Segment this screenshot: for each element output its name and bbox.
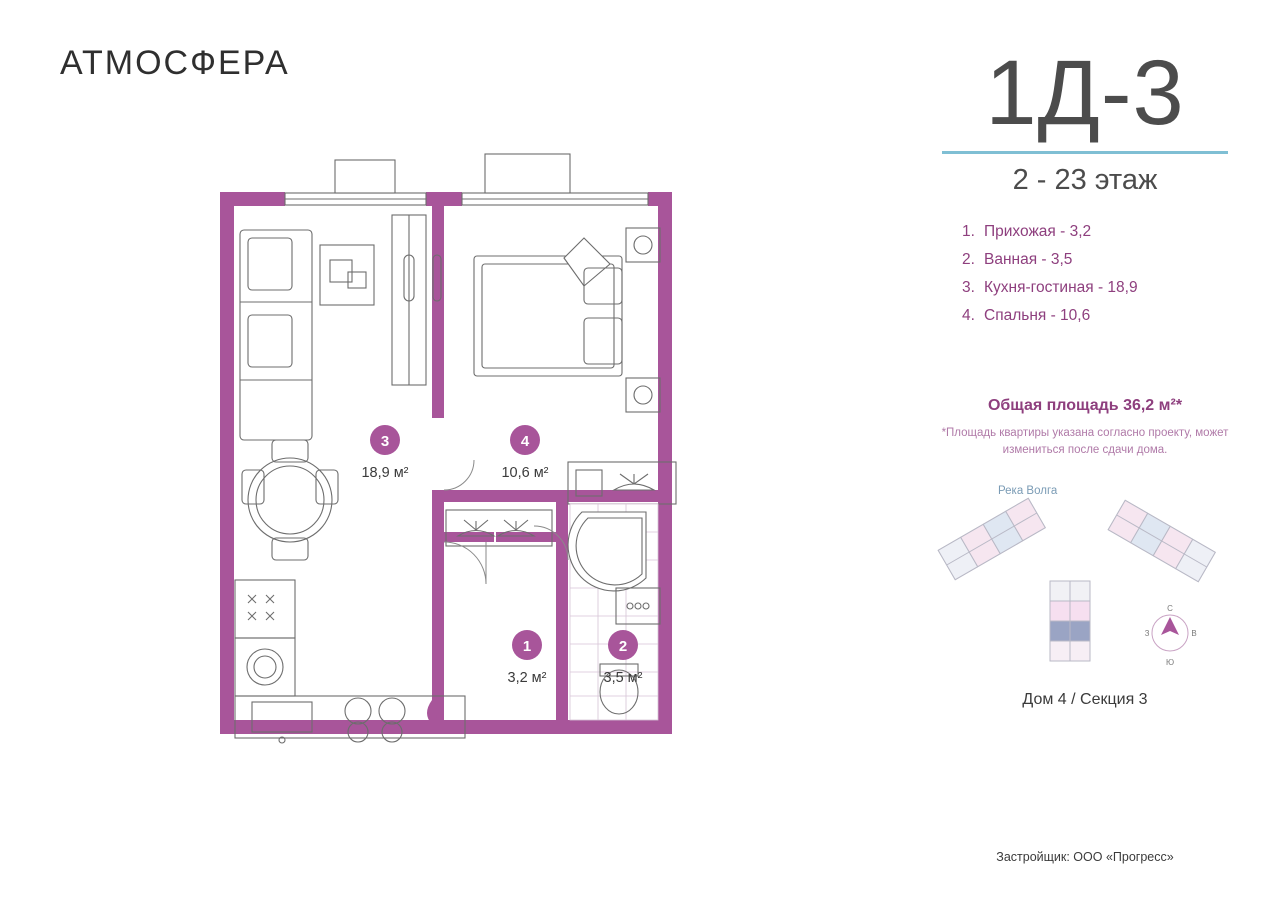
river-label: Река Волга <box>998 484 1058 497</box>
total-area: Общая площадь 36,2 м²* <box>987 397 1183 415</box>
svg-text:1: 1 <box>522 638 532 655</box>
accent-rule <box>942 151 1228 154</box>
floors-range: 2 - 23 этаж <box>1012 164 1158 197</box>
room-badge-4 <box>510 425 540 455</box>
svg-text:Ю: Ю <box>1165 657 1175 667</box>
room-label: Ванная - 3,5 <box>984 251 1073 269</box>
floor-plan <box>180 140 740 765</box>
room-index: 1. <box>962 223 975 241</box>
svg-text:3: 3 <box>380 433 390 450</box>
room-index: 2. <box>962 251 975 269</box>
room-label: Спальня - 10,6 <box>984 307 1091 325</box>
area-label-kitchen-living: 18,9 м² <box>361 465 409 481</box>
brand-logo: АТМОСФЕРА <box>60 44 290 82</box>
area-disclaimer: *Площадь квартиры указана согласно проекту, может измениться после сдачи дома. <box>941 427 1229 457</box>
area-label-hall: 3,2 м² <box>507 670 547 686</box>
room-list-item <box>962 279 1240 297</box>
room-list-item <box>962 307 1240 325</box>
room-list-item <box>962 251 1240 269</box>
room-index: 3. <box>962 279 975 297</box>
area-label-bedroom: 10,6 м² <box>501 465 549 481</box>
developer-label: Застройщик: ООО «Прогресс» <box>996 850 1174 864</box>
svg-text:З: З <box>1144 628 1150 638</box>
info-panel <box>930 42 1240 709</box>
room-label: Прихожая - 3,2 <box>984 223 1092 241</box>
site-plan <box>930 485 1230 685</box>
svg-text:С: С <box>1167 603 1173 613</box>
room-label: Кухня-гостиная - 18,9 <box>984 279 1138 297</box>
room-list-item <box>962 223 1240 241</box>
room-badge-2 <box>608 630 638 660</box>
site-plan-diagram <box>930 485 1230 685</box>
house-section-label: Дом 4 / Секция 3 <box>1022 690 1148 708</box>
svg-text:В: В <box>1191 628 1197 638</box>
room-badge-1 <box>512 630 542 660</box>
plan-code: 1Д-3 <box>985 42 1185 144</box>
compass-icon <box>1145 604 1197 667</box>
svg-text:2: 2 <box>618 638 628 655</box>
room-badge-3 <box>370 425 400 455</box>
room-index: 4. <box>962 307 975 325</box>
area-label-bathroom: 3,5 м² <box>603 670 643 686</box>
svg-text:4: 4 <box>520 433 530 450</box>
room-list <box>962 223 1240 325</box>
